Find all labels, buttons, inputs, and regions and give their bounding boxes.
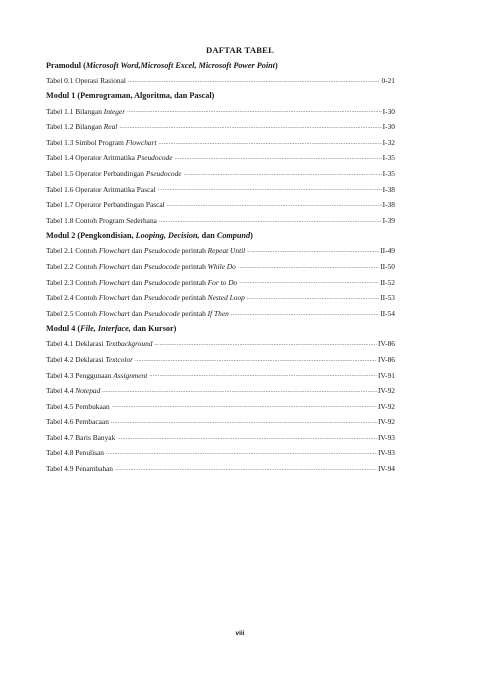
toc-entry[interactable]: [46, 414, 395, 430]
toc-entry-page: II-52: [380, 277, 395, 287]
dot-leader: [247, 247, 379, 257]
toc-entry-label-part: dan: [129, 308, 145, 318]
toc-entry[interactable]: [46, 150, 395, 166]
toc-entry-page: IV-91: [378, 370, 395, 380]
section-heading-segment: dan: [199, 230, 217, 240]
toc-entry-label: [46, 414, 109, 430]
toc-entry-page: I-30: [382, 122, 395, 132]
toc-entry-label-part: perintah: [179, 293, 208, 303]
toc-entry-label-part: Tabel 4.6 Pembacaan: [46, 417, 109, 427]
toc-entry-label-part: Flowchart: [98, 293, 130, 303]
toc-entry-label: [46, 182, 156, 198]
toc-entry-label-part: Tabel 1.1 Bilangan: [46, 106, 104, 116]
dot-leader: [231, 310, 379, 320]
toc-entry-label-part: Tabel 2.3 Contoh: [46, 277, 99, 287]
toc-entry-label-part: Tabel 4.2 Deklarasi: [46, 354, 106, 364]
toc-entry-label-part: Tabel 1.4 Operator Aritmatika: [46, 153, 137, 163]
toc-entry-page: IV-93: [378, 448, 395, 458]
toc-entry-label-part: For to Do: [207, 277, 238, 287]
toc-entry[interactable]: [46, 197, 395, 213]
toc-entry-page: II-50: [380, 261, 395, 271]
toc-entry-label-part: Tabel 1.2 Bilangan: [46, 122, 104, 132]
toc-entry-label-part: Tabel 1.3 Simbol Program: [46, 137, 126, 147]
toc-entry[interactable]: [46, 135, 395, 151]
toc-entry-label-part: Tabel 2.4 Contoh: [46, 293, 99, 303]
dot-leader: [112, 402, 377, 412]
toc-entry-label: [46, 135, 157, 151]
toc-entry-label: [46, 336, 152, 352]
toc-entry-label: [46, 352, 133, 368]
toc-entry-label-part: Flowchart: [125, 137, 157, 147]
toc-entry-label-part: perintah: [179, 277, 208, 287]
toc-entry[interactable]: [46, 399, 395, 415]
toc-entry[interactable]: [46, 368, 395, 384]
section-heading-segment: Microsoft Word,Microsoft Excel, Microsoft Power Point: [85, 60, 275, 70]
section-heading-segment: Pramodul (: [46, 60, 86, 70]
dot-leader: [111, 418, 377, 428]
toc-entry[interactable]: [46, 182, 395, 198]
section-heading: [46, 89, 395, 104]
toc-entry-label-part: Tabel 4.4: [46, 386, 76, 396]
toc-entry-page: IV-92: [378, 401, 395, 411]
toc-entry-label: [46, 197, 165, 213]
toc-entry-page: I-38: [382, 200, 395, 210]
toc-entry-label-part: perintah: [179, 261, 208, 271]
toc-entry-label-part: Textbackground: [105, 339, 153, 349]
toc-entry[interactable]: [46, 461, 395, 477]
toc-entry[interactable]: [46, 445, 395, 461]
toc-entry[interactable]: [46, 243, 395, 259]
toc-entry-label-part: Tabel 2.5 Contoh: [46, 308, 99, 318]
toc-entry-label-part: If Then: [207, 308, 229, 318]
toc-entry[interactable]: [46, 259, 395, 275]
toc-entry-label-part: Real: [103, 122, 118, 132]
toc-entry-label: [46, 73, 126, 89]
toc-entry-label-part: Tabel 1.6 Operator Aritmatika Pascal: [46, 184, 156, 194]
section-heading: [46, 58, 395, 73]
dot-leader: [159, 139, 382, 149]
toc-entry-page: IV-93: [378, 432, 395, 442]
toc-entry-label-part: dan: [129, 261, 145, 271]
dot-leader: [115, 465, 377, 475]
toc-entry-label-part: Pseudocode: [136, 153, 173, 163]
toc-entry-page: II-54: [380, 308, 395, 318]
toc-entry-label-part: Tabel 1.7 Operator Perbandingan Pascal: [46, 200, 165, 210]
toc-entry[interactable]: [46, 352, 395, 368]
toc-entry-label: [46, 119, 117, 135]
dot-leader: [128, 77, 381, 87]
table-of-tables: [46, 58, 395, 477]
toc-entry-label: [46, 150, 173, 166]
toc-entry-page: I-30: [382, 106, 395, 116]
toc-entry-page: IV-86: [378, 354, 395, 364]
toc-entry-label-part: Pseudocode: [144, 246, 180, 256]
dot-leader: [119, 123, 381, 133]
toc-entry[interactable]: [46, 336, 395, 352]
toc-entry[interactable]: [46, 213, 395, 229]
toc-entry-label-part: Tabel 4.9 Penambahan: [46, 464, 114, 474]
toc-entry[interactable]: [46, 306, 395, 322]
toc-entry[interactable]: [46, 383, 395, 399]
toc-entry-label-part: While Do: [207, 261, 236, 271]
toc-entry-label: [46, 243, 245, 259]
toc-entry-label: [46, 213, 157, 229]
dot-leader: [239, 278, 379, 288]
toc-entry-label: [46, 290, 245, 306]
dot-leader: [159, 217, 382, 227]
dot-leader: [135, 356, 377, 366]
page-number: viii: [235, 630, 245, 637]
toc-entry-label-part: dan: [129, 246, 145, 256]
toc-entry[interactable]: [46, 166, 395, 182]
toc-entry-page: II-53: [380, 293, 395, 303]
toc-entry-page: IV-92: [378, 417, 395, 427]
section-heading: [46, 321, 395, 336]
section-heading: [46, 228, 395, 243]
section-heading-segment: Looping, Decision,: [135, 230, 200, 240]
toc-entry-label-part: perintah: [179, 246, 208, 256]
toc-entry-page: II-49: [380, 246, 395, 256]
toc-entry-label: [46, 166, 182, 182]
dot-leader: [154, 340, 377, 350]
page-title: DAFTAR TABEL: [205, 45, 275, 55]
toc-entry-label-part: Integer: [103, 106, 126, 116]
toc-entry-label: [46, 383, 100, 399]
toc-entry-label-part: Tabel 4.7 Baris Banyak: [46, 432, 116, 442]
toc-entry-label-part: Flowchart: [98, 308, 130, 318]
toc-entry-label-part: Tabel 4.5 Pembukaan: [46, 401, 110, 411]
toc-entry-label-part: Tabel 0.1 Operasi Rasional: [46, 76, 126, 85]
section-heading-segment: Modul 1 (Pemrograman, Algoritma, dan Pascal): [46, 91, 215, 101]
toc-entry[interactable]: [46, 73, 395, 89]
toc-entry-label-part: Tabel 4.3 Penggunaan: [46, 370, 114, 380]
toc-entry-label: [46, 368, 147, 384]
dot-leader: [106, 449, 377, 459]
dot-leader: [127, 107, 382, 117]
toc-entry-label-part: Flowchart: [98, 246, 130, 256]
toc-entry-label-part: dan: [129, 277, 145, 287]
dot-leader: [184, 170, 382, 180]
toc-entry-label-part: dan: [129, 293, 145, 303]
dot-leader: [149, 371, 377, 381]
dot-leader: [238, 263, 379, 273]
toc-entry[interactable]: [46, 290, 395, 306]
toc-entry-label: [46, 275, 237, 291]
toc-entry-page: I-35: [382, 168, 395, 178]
toc-entry-page: I-39: [382, 215, 395, 225]
toc-entry-label-part: Pseudocode: [145, 168, 182, 178]
section-heading-segment: ): [250, 230, 253, 240]
toc-entry-page: I-38: [382, 184, 395, 194]
toc-entry-label: [46, 399, 110, 415]
toc-entry[interactable]: [46, 275, 395, 291]
toc-entry-page: 0-21: [381, 76, 395, 85]
toc-entry-label-part: Textcolor: [105, 354, 134, 364]
toc-entry-label-part: Pseudocode: [144, 293, 180, 303]
dot-leader: [247, 294, 379, 304]
toc-entry-label-part: perintah: [179, 308, 208, 318]
dot-leader: [117, 434, 377, 444]
toc-entry-label-part: Tabel 4.1 Deklarasi: [46, 339, 106, 349]
section-heading-segment: Modul 4 (: [46, 323, 81, 333]
toc-entry-label-part: Notepad: [75, 386, 101, 396]
toc-entry[interactable]: [46, 104, 395, 120]
toc-entry-label-part: Tabel 1.8 Contoh Program Sederhana: [46, 215, 157, 225]
dot-leader: [175, 154, 382, 164]
toc-entry-label-part: Assignment: [113, 370, 148, 380]
toc-entry-label-part: Pseudocode: [144, 261, 180, 271]
section-heading-segment: Compund: [216, 230, 251, 240]
toc-entry-label-part: Tabel 4.8 Penulisan: [46, 448, 104, 458]
toc-entry-page: IV-86: [378, 339, 395, 349]
toc-entry[interactable]: [46, 430, 395, 446]
toc-entry-label: [46, 461, 113, 477]
toc-entry-page: I-35: [382, 153, 395, 163]
toc-entry-label: [46, 445, 104, 461]
toc-entry-label: [46, 259, 236, 275]
toc-entry-page: IV-94: [378, 464, 395, 474]
toc-entry-label-part: Nested Loop: [207, 293, 245, 303]
toc-entry-label: [46, 430, 115, 446]
toc-entry-label-part: Pseudocode: [144, 277, 180, 287]
toc-entry-page: I-32: [382, 137, 395, 147]
toc-entry-label: [46, 306, 229, 322]
section-heading-segment: dan Kursor): [130, 323, 177, 333]
toc-entry-label-part: Tabel 1.5 Operator Perbandingan: [46, 168, 146, 178]
toc-entry-label-part: Tabel 2.2 Contoh: [46, 261, 99, 271]
toc-entry-label-part: Flowchart: [98, 277, 130, 287]
toc-entry-page: IV-92: [378, 386, 395, 396]
section-heading-segment: Modul 2 (Pengkondisian,: [46, 230, 136, 240]
section-heading-segment: File, Interface,: [80, 323, 131, 333]
toc-entry-label: [46, 104, 125, 120]
dot-leader: [102, 387, 377, 397]
toc-entry[interactable]: [46, 119, 395, 135]
section-heading-segment: ): [274, 60, 278, 70]
dot-leader: [158, 185, 382, 195]
dot-leader: [167, 201, 382, 211]
toc-entry-label-part: Flowchart: [98, 261, 130, 271]
toc-entry-label-part: Repeat Until: [207, 246, 246, 256]
toc-entry-label-part: Pseudocode: [144, 308, 180, 318]
toc-entry-label-part: Tabel 2.1 Contoh: [46, 246, 99, 256]
